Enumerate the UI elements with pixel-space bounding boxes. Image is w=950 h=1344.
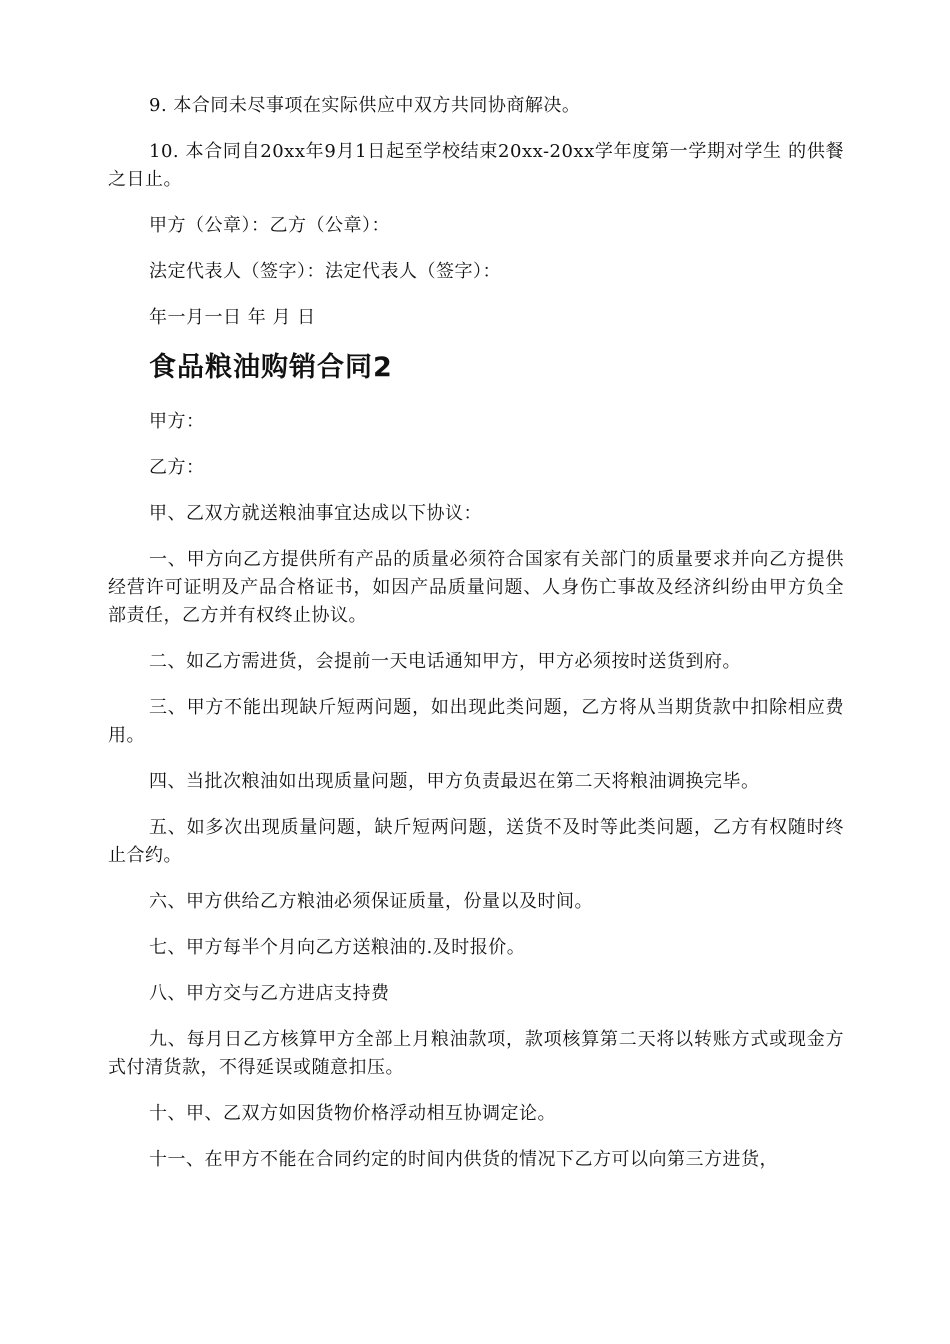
- clause-4: 四、当批次粮油如出现质量问题，甲方负责最迟在第二天将粮油调换完毕。: [149, 771, 760, 792]
- contract-title: 食品粮油购销合同2: [149, 352, 393, 383]
- clause-8: 八、甲方交与乙方进店支持费: [149, 983, 390, 1004]
- party-a-line: 甲方：: [149, 411, 205, 432]
- clause-2: 二、如乙方需进货，会提前一天电话通知甲方，甲方必须按时送货到府。: [149, 651, 741, 672]
- clause-1: 一、甲方向乙方提供所有产品的质量必须符合国家有关部门的质量要求并向乙方提供经营许可证明及产品合格证书，如因产品质量问题、人身伤亡事故及经济纠纷由甲方负全部责任，乙方并有权终止协议。: [108, 549, 844, 626]
- document-page: [108, 92, 844, 1192]
- clause-6: 六、甲方供给乙方粮油必须保证质量，份量以及时间。: [149, 891, 593, 912]
- agreement-intro: 甲、乙双方就送粮油事宜达成以下协议：: [149, 503, 482, 524]
- clause-5: 五、如多次出现质量问题，缺斤短两问题，送货不及时等此类问题，乙方有权随时终止合约。: [108, 817, 844, 866]
- seal-line: 甲方（公章）：乙方（公章）：: [149, 215, 390, 236]
- clause-3: 三、甲方不能出现缺斤短两问题，如出现此类问题，乙方将从当期货款中扣除相应费用。: [108, 697, 844, 746]
- date-line: 年一月一日 年 月 日: [149, 307, 316, 328]
- clause-10: 10. 本合同自20xx年9月1日起至学校结束20xx-20xx学年度第一学期对学生 的供餐之日止。: [108, 141, 844, 190]
- clause-9b: 九、每月日乙方核算甲方全部上月粮油款项，款项核算第二天将以转账方式或现金方式付清货款，不得延误或随意扣压。: [108, 1029, 844, 1078]
- clause-9: 9. 本合同未尽事项在实际供应中双方共同协商解决。: [149, 95, 581, 116]
- signature-line: 法定代表人（签字）：法定代表人（签字）：: [149, 261, 501, 282]
- party-b-line: 乙方：: [149, 457, 205, 478]
- clause-10b: 十、甲、乙双方如因货物价格浮动相互协调定论。: [149, 1103, 556, 1124]
- clause-7: 七、甲方每半个月向乙方送粮油的.及时报价。: [149, 937, 526, 958]
- clause-11: 十一、在甲方不能在合同约定的时间内供货的情况下乙方可以向第三方进货，: [149, 1149, 778, 1170]
